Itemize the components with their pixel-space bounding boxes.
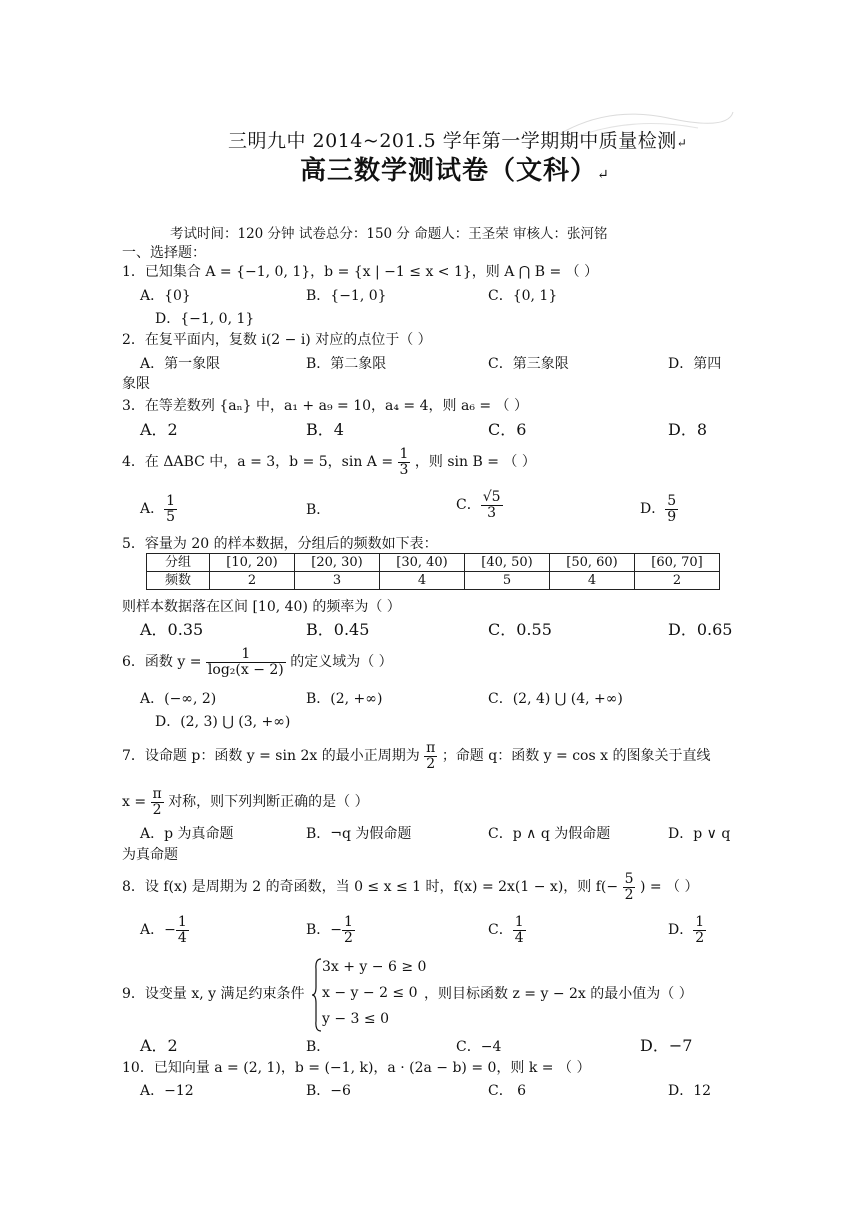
- constraint-line: 3x + y − 6 ≥ 0: [322, 959, 427, 975]
- q7-option-d: D．p ∨ q: [668, 826, 731, 842]
- q4-option-c: C． $\frac{√5}{3}$: [456, 488, 501, 521]
- table-cell: [50, 60): [550, 554, 635, 572]
- q9-option-a: A．2: [140, 1036, 178, 1055]
- q6-option-b: B．(2, +∞): [306, 691, 383, 707]
- table-cell: 频数: [147, 572, 210, 590]
- q7-option-a: A．p 为真命题: [140, 826, 234, 842]
- q10-option-a: A．−12: [140, 1083, 194, 1099]
- q8-stem: 8．设 f(x) 是周期为 2 的奇函数，当 0 ≤ x ≤ 1 时，f(x) = 2x(1 − x)，则 f(− $\frac{5}{2}$ ) = （ ）: [122, 870, 699, 903]
- frequency-table: [146, 553, 720, 590]
- q5-option-a: A．0.35: [140, 620, 204, 639]
- table-cell: 2: [635, 572, 720, 590]
- table-cell: 2: [210, 572, 295, 590]
- q3-option-c: C．6: [488, 420, 527, 439]
- table-cell: 分组: [147, 554, 210, 572]
- exam-meta: 考试时间：120 分钟 试卷总分：150 分 命题人：王圣荣 审核人：张河铭: [170, 226, 608, 242]
- table-cell: [30, 40): [380, 554, 465, 572]
- q3-option-b: B．4: [306, 420, 344, 439]
- brace-icon: [312, 957, 322, 1033]
- q5-option-d: D．0.65: [668, 620, 733, 639]
- table-cell: 3: [295, 572, 380, 590]
- q3-stem: 3．在等差数列 {aₙ} 中，a₁ + a₉ = 10，a₄ = 4，则 a₆ = （ ）: [122, 398, 529, 414]
- q2-option-a: A．第一象限: [140, 356, 221, 372]
- table-row: [147, 572, 720, 590]
- q9-option-d: D．−7: [640, 1036, 693, 1055]
- constraint-line: y − 3 ≤ 0: [322, 1011, 389, 1027]
- q7-stem: 7．设命题 p：函数 y = sin 2x 的最小正周期为 $\frac{\pi}{2}$ ；命题 q：函数 y = cos x 的图象关于直线: [122, 739, 711, 772]
- q5-stem: 5．容量为 20 的样本数据，分组后的频数如下表：: [122, 536, 438, 552]
- q8-option-b: B．− $\frac{1}{2}$: [306, 913, 353, 946]
- q1-option-b: B．{−1, 0}: [306, 288, 387, 304]
- q1-option-a: A．{0}: [140, 288, 191, 304]
- q8-option-a: A．− $\frac{1}{4}$: [140, 913, 187, 946]
- q9-option-b: B．: [306, 1039, 331, 1055]
- table-cell: [20, 30): [295, 554, 380, 572]
- q7-option-c: C．p ∧ q 为假命题: [488, 826, 611, 842]
- q7-option-d-cont: 为真命题: [122, 847, 178, 863]
- constraint-line: x − y − 2 ≤ 0: [322, 985, 418, 1001]
- q10-option-b: B．−6: [306, 1083, 351, 1099]
- table-cell: 4: [550, 572, 635, 590]
- q2-option-c: C．第三象限: [488, 356, 569, 372]
- q4-stem: 4．在 ΔABC 中，a = 3，b = 5，sin A = $\frac{1}{3}$ ，则 sin B = （ ）: [122, 445, 536, 478]
- q1-option-c: C．{0, 1}: [488, 288, 558, 304]
- q8-option-d: D． $\frac{1}{2}$: [668, 913, 705, 946]
- table-row: [147, 554, 720, 572]
- q5-option-c: C．0.55: [488, 620, 552, 639]
- q3-option-d: D．8: [668, 420, 708, 439]
- q10-stem: 10．已知向量 a = (2, 1)，b = (−1, k)，a · (2a − b) = 0，则 k = （ ）: [122, 1060, 591, 1076]
- q6-option-c: C．(2, 4) ⋃ (4, +∞): [488, 691, 623, 707]
- q7-stem-line2: x = $\frac{\pi}{2}$ 对称，则下列判断正确的是（ ）: [122, 785, 369, 818]
- q1-option-d: D．{−1, 0, 1}: [155, 311, 255, 327]
- table-cell: 5: [465, 572, 550, 590]
- q10-option-d: D．12: [668, 1083, 712, 1099]
- q6-stem: 6．函数 y = $\frac{1}{\text{log₂(x − 2)}}$ 的定义域为（ ）: [122, 645, 393, 678]
- q4-option-d: D． $\frac{5}{9}$: [640, 492, 677, 525]
- q9-option-c: C．−4: [456, 1039, 502, 1055]
- table-cell: [40, 50): [465, 554, 550, 572]
- exam-title-line2: 高三数学测试卷（文科）↵: [300, 156, 610, 186]
- q8-option-c: C． $\frac{1}{4}$: [488, 913, 524, 946]
- section-heading: 一、选择题：: [122, 245, 206, 261]
- q9-stem-post: ，则目标函数 z = y − 2x 的最小值为（ ）: [424, 986, 693, 1002]
- q2-option-d-cont: 象限: [122, 376, 150, 392]
- table-cell: [10, 20): [210, 554, 295, 572]
- constraint-system: [312, 957, 432, 1033]
- q3-option-a: A．2: [140, 420, 178, 439]
- q6-fraction: $\frac{1}{\text{log₂(x − 2)}}$: [207, 645, 284, 678]
- exam-title-line1: 三明九中 2014~201.5 学年第一学期期中质量检测↵: [228, 130, 688, 152]
- q9-stem-pre: 9．设变量 x, y 满足约束条件: [122, 986, 305, 1002]
- q4-option-b: B．: [306, 502, 331, 518]
- q4-option-a: A． $\frac{1}{5}$: [140, 492, 176, 525]
- q6-option-a: A．(−∞, 2): [140, 691, 217, 707]
- q7-option-b: B．¬q 为假命题: [306, 826, 412, 842]
- q2-option-b: B．第二象限: [306, 356, 387, 372]
- q6-option-d: D．(2, 3) ⋃ (3, +∞): [155, 714, 291, 730]
- table-cell: 4: [380, 572, 465, 590]
- q1-stem: 1．已知集合 A = {−1, 0, 1}，b = {x | −1 ≤ x < 1}，则 A ⋂ B = （ ）: [122, 264, 599, 280]
- q5-option-b: B．0.45: [306, 620, 370, 639]
- q4-fraction: $\frac{1}{3}$: [399, 445, 409, 478]
- table-cell: [60, 70]: [635, 554, 720, 572]
- q10-option-c: C． 6: [488, 1083, 527, 1099]
- q5-followup: 则样本数据落在区间 [10, 40) 的频率为（ ）: [122, 599, 401, 615]
- q2-option-d: D．第四: [668, 356, 722, 372]
- q2-stem: 2．在复平面内，复数 i(2 − i) 对应的点位于（ ）: [122, 332, 432, 348]
